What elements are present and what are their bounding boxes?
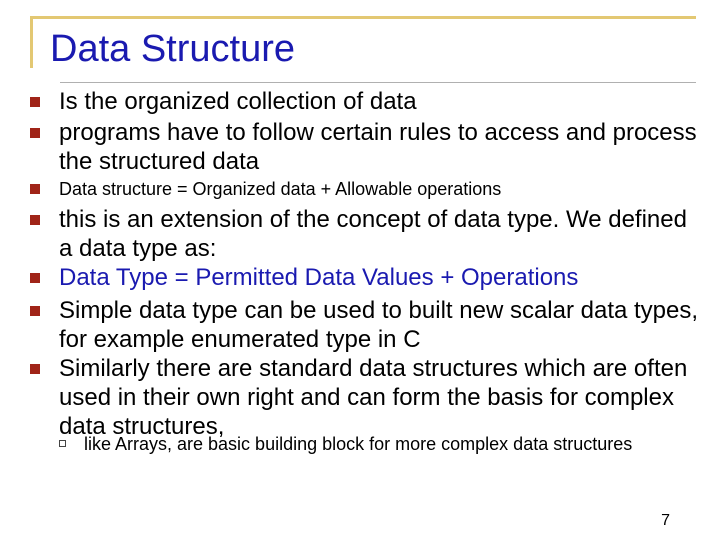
slide-title: Data Structure bbox=[50, 28, 295, 70]
bullet-text-2: programs have to follow certain rules to access and process the structured data bbox=[59, 119, 697, 175]
bullet-marker-5 bbox=[30, 273, 40, 283]
sub-bullet-marker bbox=[59, 440, 66, 447]
bullet-marker-3 bbox=[30, 184, 40, 194]
page-number: 7 bbox=[661, 512, 670, 529]
bullet-text-3: Data structure = Organized data + Allowable operations bbox=[59, 179, 502, 199]
bullet-marker-4 bbox=[30, 215, 40, 225]
frame-top-line bbox=[30, 16, 696, 19]
bullet-marker-2 bbox=[30, 128, 40, 138]
bullet-marker-7 bbox=[30, 364, 40, 374]
bullet-text-1: Is the organized collection of data bbox=[59, 88, 417, 115]
frame-left-line bbox=[30, 16, 33, 68]
bullet-text-5: Data Type = Permitted Data Values + Operations bbox=[59, 264, 579, 291]
bullet-text-6: Simple data type can be used to built new scalar data types, for example enumerated type in C bbox=[59, 297, 699, 353]
bullet-marker-6 bbox=[30, 306, 40, 316]
sub-bullet-text: like Arrays, are basic building block for more complex data structures bbox=[84, 434, 633, 454]
bullet-text-7: Similarly there are standard data structures which are often used in their own right and can form the basis for complex data structures, bbox=[59, 355, 688, 440]
bullet-marker-1 bbox=[30, 97, 40, 107]
title-underline bbox=[60, 82, 696, 83]
bullet-text-4: this is an extension of the concept of data type. We defined a data type as: bbox=[59, 206, 687, 262]
